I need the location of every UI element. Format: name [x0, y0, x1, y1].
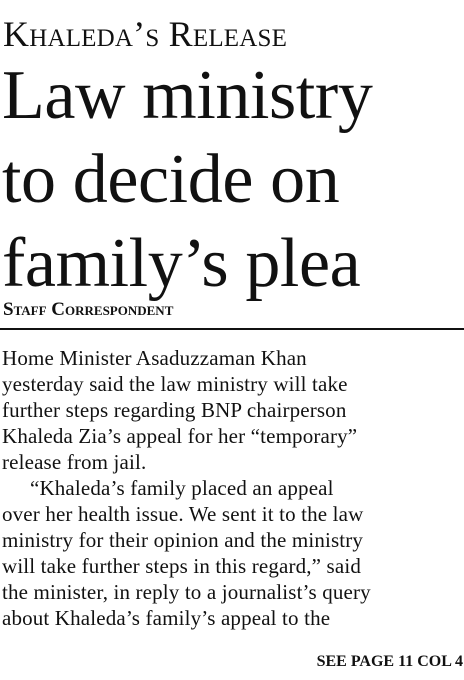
body-line: ministry for their opinion and the ministry [2, 528, 364, 552]
body-line: the minister, in reply to a journalist’s query [2, 580, 371, 604]
body-line: about Khaleda’s family’s appeal to the [2, 606, 331, 630]
headline-line: family’s plea [2, 225, 361, 302]
byline-divider [0, 328, 464, 330]
body-line: release from jail. [2, 450, 147, 474]
body-line: Khaleda Zia’s appeal for her “temporary” [2, 424, 358, 448]
article-headline [2, 54, 462, 306]
article-byline: Staff Correspondent [3, 299, 174, 320]
body-line: yesterday said the law ministry will take [2, 372, 348, 396]
headline-line: to decide on [2, 141, 340, 218]
body-line: will take further steps in this regard,” said [2, 554, 361, 578]
body-line: further steps regarding BNP chairperson [2, 398, 347, 422]
body-line: “Khaleda’s family placed an appeal [30, 476, 334, 500]
article-body [2, 345, 464, 631]
body-line: over her health issue. We sent it to the law [2, 502, 364, 526]
continued-on-page-link[interactable]: SEE PAGE 11 COL 4 [316, 653, 463, 670]
headline-line: Law ministry [2, 57, 373, 134]
body-line: Home Minister Asaduzzaman Khan [2, 346, 307, 370]
article-kicker: Khaleda’s Release [3, 14, 288, 54]
